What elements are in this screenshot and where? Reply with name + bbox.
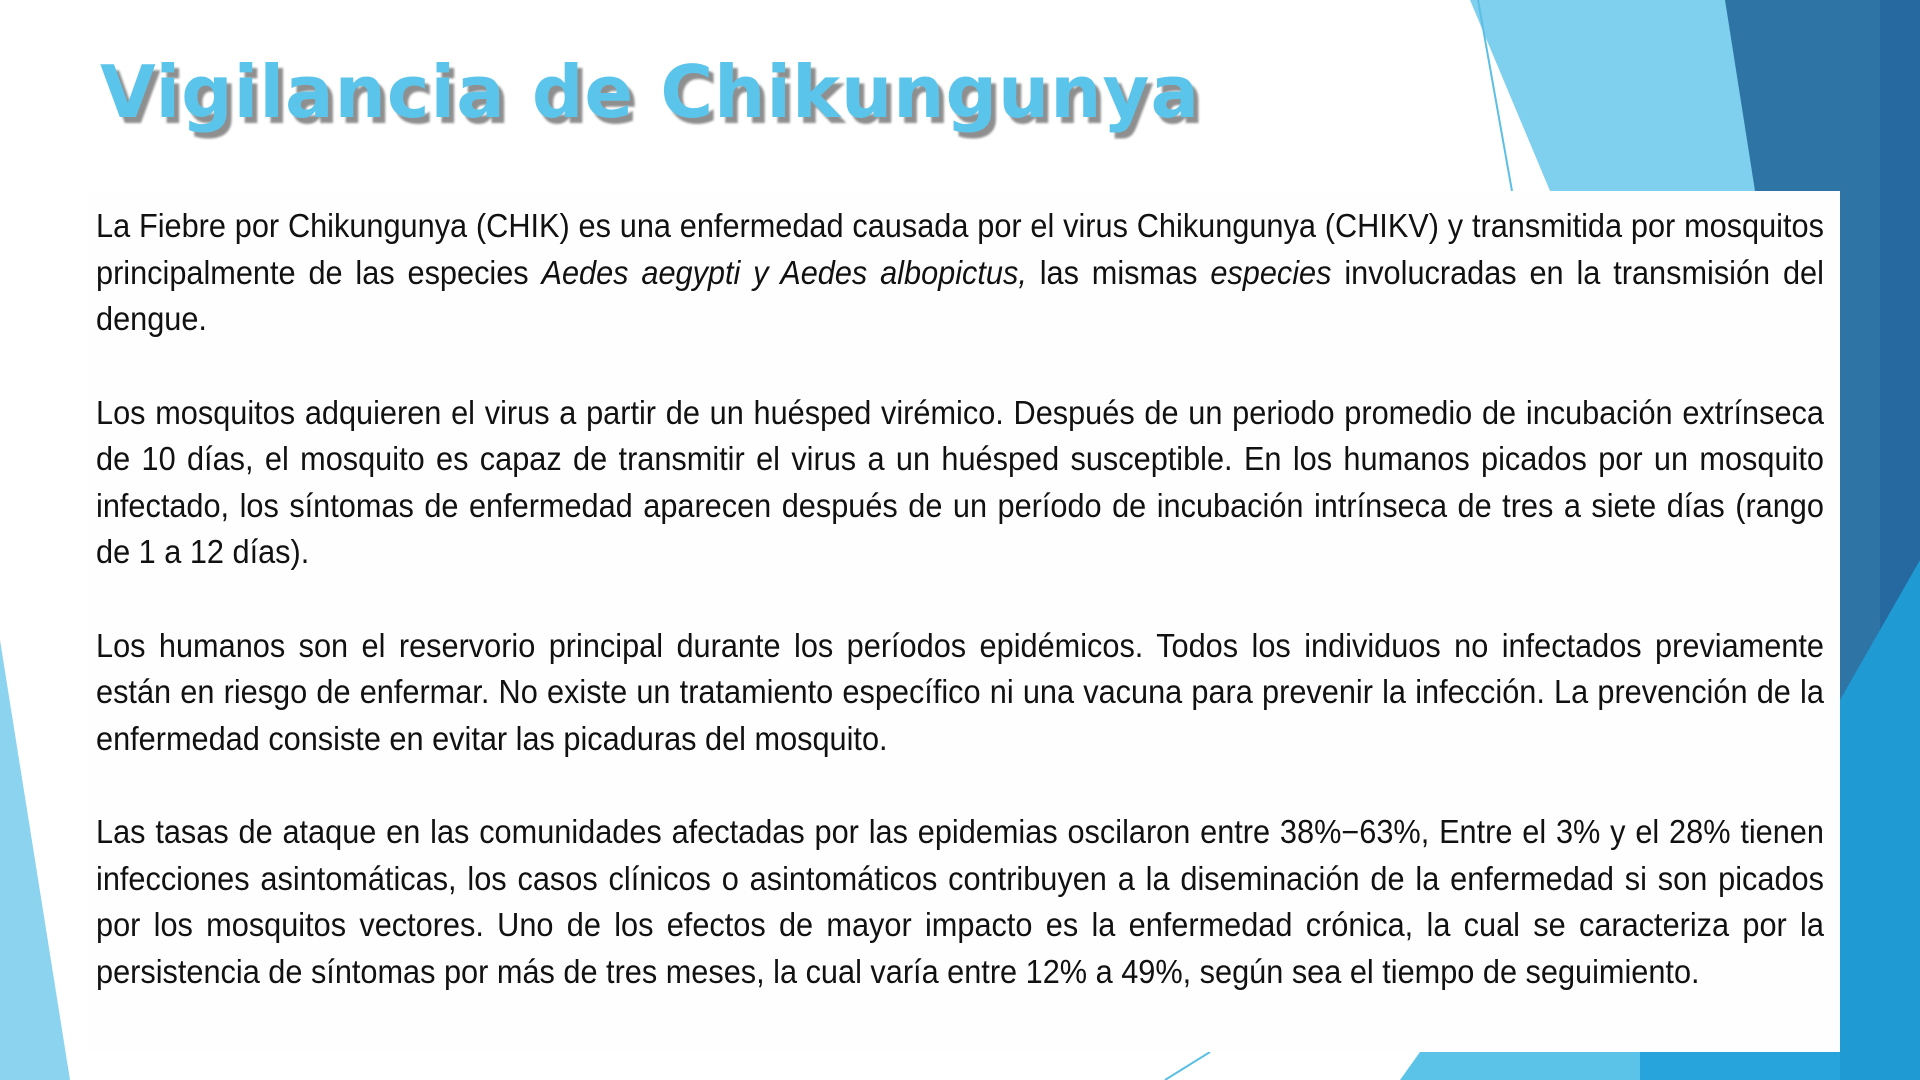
paragraph-text: Los mosquitos adquieren el virus a partir de un huésped virémico. Después de un periodo promedio de incubación extrínseca de 10 días, el mosquito es capaz de transmitir el virus a un huésped susceptible. En los humanos picados por un mosquito infectado, los síntomas de enfermedad aparecen después de un período de incubación intrínseca de tres a siete días (rango de 1 a 12 días). — [96, 393, 1824, 570]
paragraph-text: La Fiebre por Chikungunya (CHIK) es una enfermedad causada por el virus Chikungunya (CHIKV) y transmitida por mosquitos principalmente de las especies — [96, 207, 1824, 291]
content-text-box — [88, 191, 1840, 1052]
bottom-bright-band-shape — [1640, 1052, 1840, 1080]
paragraph-text: involucradas en la transmisión del dengue. — [96, 253, 1824, 337]
paragraph-transmission — [96, 390, 1824, 576]
paragraph-text: Las tasas de ataque en las comunidades afectadas por las epidemias oscilaron entre 38%−63%, Entre el 3% y el 28% tienen infecciones asintomáticas, los casos clínicos o asintomáticos contribuyen a la diseminación de la enfermedad si son picados por los mosquitos vectores. Uno de los efectos de mayor impacto es la enfermedad crónica, la cual se caracteriza por la persistencia de síntomas por más de tres meses, la cual varía entre 12% a 49%, según sea el tiempo de seguimiento. — [96, 813, 1824, 990]
species-word-italic: especies — [1210, 253, 1332, 291]
slide-title: Vigilancia de Chikungunya — [100, 50, 1201, 134]
paragraph-definition — [96, 203, 1824, 343]
bottom-left-triangle-shape — [0, 640, 70, 1080]
bottom-accent-line — [1165, 1052, 1210, 1080]
paragraph-attack-rates — [96, 809, 1824, 995]
light-blue-wedge-shape — [1470, 0, 1770, 191]
paragraph-text: las mismas — [1026, 253, 1211, 291]
paragraph-text: Los humanos son el reservorio principal durante los períodos epidémicos. Todos los individuos no infectados previamente están en riesgo de enfermar. No existe un tratamiento específico ni una vacuna para prevenir la infección. La prevención de la enfermedad consiste en evitar las picaduras del mosquito. — [96, 626, 1824, 757]
paragraph-reservoir — [96, 623, 1824, 763]
species-names-italic: Aedes aegypti y Aedes albopictus, — [541, 253, 1027, 291]
